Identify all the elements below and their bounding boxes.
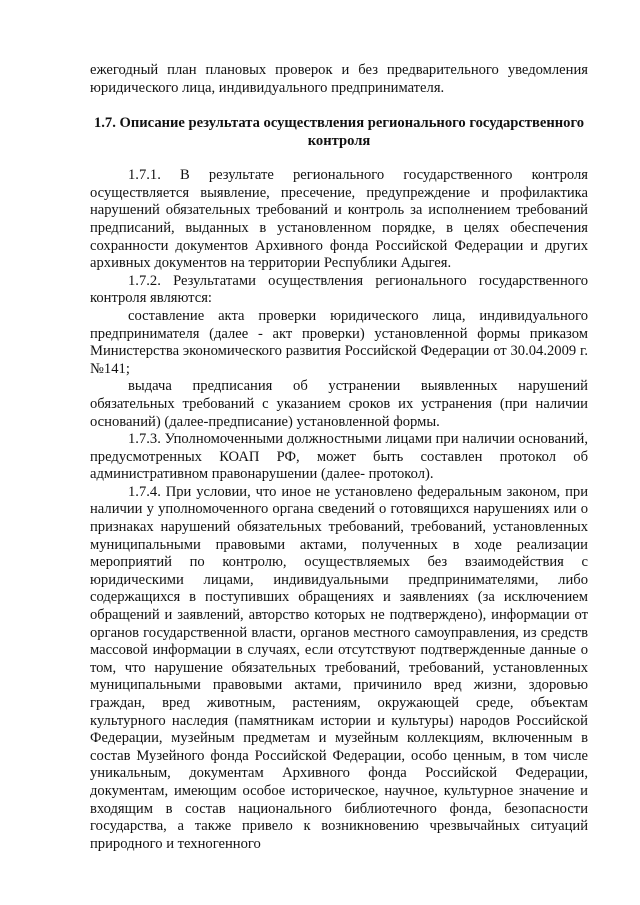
paragraph-1-7-1: 1.7.1. В результате регионального государственного контроля осуществляется выявление, пресечение, предупреждение и профилактика нарушений обязательных требований и контроль за исполнением требований предписаний, выданных в установленном порядке, в целях обеспечения сохранности документов Архивного фонда Российской Федерации и других архивных документов на территории Республики Адыгея. xyxy=(90,167,588,272)
paragraph-1-7-2: 1.7.2. Результатами осуществления регионального государственного контроля являются: xyxy=(90,272,588,307)
paragraph-1-7-3: 1.7.3. Уполномоченными должностными лицами при наличии оснований, предусмотренных КОАП РФ, может быть составлен протокол об административном правонарушении (далее- протокол). xyxy=(90,431,588,483)
document-page xyxy=(90,62,588,853)
result-item-prescription: выдача предписания об устранении выявленных нарушений обязательных требований с указанием сроков их устранения (при наличии оснований) (далее-предписание) установленной формы. xyxy=(90,378,588,430)
paragraph-1-7-4: 1.7.4. При условии, что иное не установлено федеральным законом, при наличии у уполномоченного органа сведений о готовящихся нарушениях или о признаках нарушений обязательных требований, требований, установленных муниципальными правовыми актами, полученных в ходе реализации мероприятий по контролю, осуществляемых без взаимодействия с юридическими лицами, индивидуальными предпринимателями, либо содержащихся в поступивших обращениях и заявлениях (за исключением обращений и заявлений, авторство которых не подтверждено), информации от органов государственной власти, органов местного самоуправления, из средств массовой информации в случаях, если отсутствуют подтвержденные данные о том, что нарушение обязательных требований, требований, установленных муниципальными правовыми актами, причинило вред жизни, здоровью граждан, вред животным, растениям, окружающей среде, объектам культурного наследия (памятникам истории и культуры) народов Российской Федерации, музейным предметам и музейным коллекциям, включенным в состав Музейного фонда Российской Федерации, особо ценным, в том числе уникальным, документам Архивного фонда Российской Федерации, документам, имеющим особое историческое, научное, культурное значение и входящим в состав национального библиотечного фонда, безопасности государства, а также привело к возникновению чрезвычайных ситуаций природного и техногенного xyxy=(90,483,588,852)
continuation-paragraph: ежегодный план плановых проверок и без предварительного уведомления юридического лица, индивидуального предпринимателя. xyxy=(90,62,588,96)
section-heading: 1.7. Описание результата осуществления регионального государственного контроля xyxy=(93,115,585,150)
result-item-inspection-act: составление акта проверки юридического лица, индивидуального предпринимателя (далее - акт проверки) установленной формы приказом Министерства экономического развития Российской Федерации от 30.04.2009 г. №141; xyxy=(90,307,588,377)
